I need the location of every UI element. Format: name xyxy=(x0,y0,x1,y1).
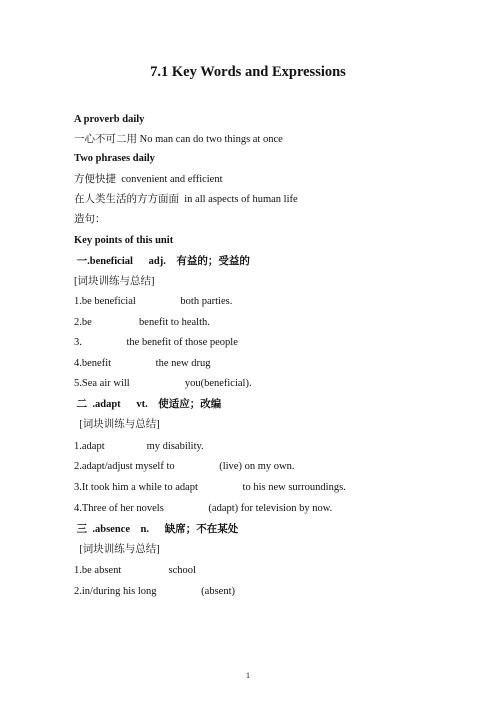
text-line: 一.beneficial adj. 有益的；受益的 xyxy=(74,256,250,267)
text-line: 1.adapt my disability. xyxy=(74,441,204,452)
text-line: [词块训练与总结] xyxy=(74,419,160,430)
page-number: 1 xyxy=(246,671,250,680)
text-line: 4.Three of her novels (adapt) for television by now. xyxy=(74,503,333,514)
text-line: 3.It took him a while to adapt to his new surroundings. xyxy=(74,482,346,493)
text-line: [词块训练与总结] xyxy=(74,544,160,555)
text-line: 2.in/during his long (absent) xyxy=(74,586,235,597)
text-line: 造句： xyxy=(74,214,106,225)
text-line: 一心不可二用 No man can do two things at once xyxy=(74,134,283,145)
text-line: 二 .adapt vt. 使适应；改编 xyxy=(74,399,222,410)
text-line: 三 .absence n. 缺席；不在某处 xyxy=(74,524,239,535)
text-line: A proverb daily xyxy=(74,114,145,125)
text-line: [词块训练与总结] xyxy=(74,276,155,287)
text-line: 1.be absent school xyxy=(74,565,196,576)
text-line: 1.be beneficial both parties. xyxy=(74,296,233,307)
page-title: 7.1 Key Words and Expressions xyxy=(150,64,346,80)
text-line: 3. the benefit of those people xyxy=(74,337,238,348)
text-line: 在人类生活的方方面面 in all aspects of human life xyxy=(74,194,298,205)
text-line: Two phrases daily xyxy=(74,153,155,164)
text-line: 4.benefit the new drug xyxy=(74,358,211,369)
text-line: 方便快捷 convenient and efficient xyxy=(74,174,223,185)
text-line: 5.Sea air will you(beneficial). xyxy=(74,378,252,389)
text-line: Key points of this unit xyxy=(74,235,174,246)
text-line: 2.be benefit to health. xyxy=(74,317,210,328)
text-line: 2.adapt/adjust myself to (live) on my own. xyxy=(74,461,295,472)
